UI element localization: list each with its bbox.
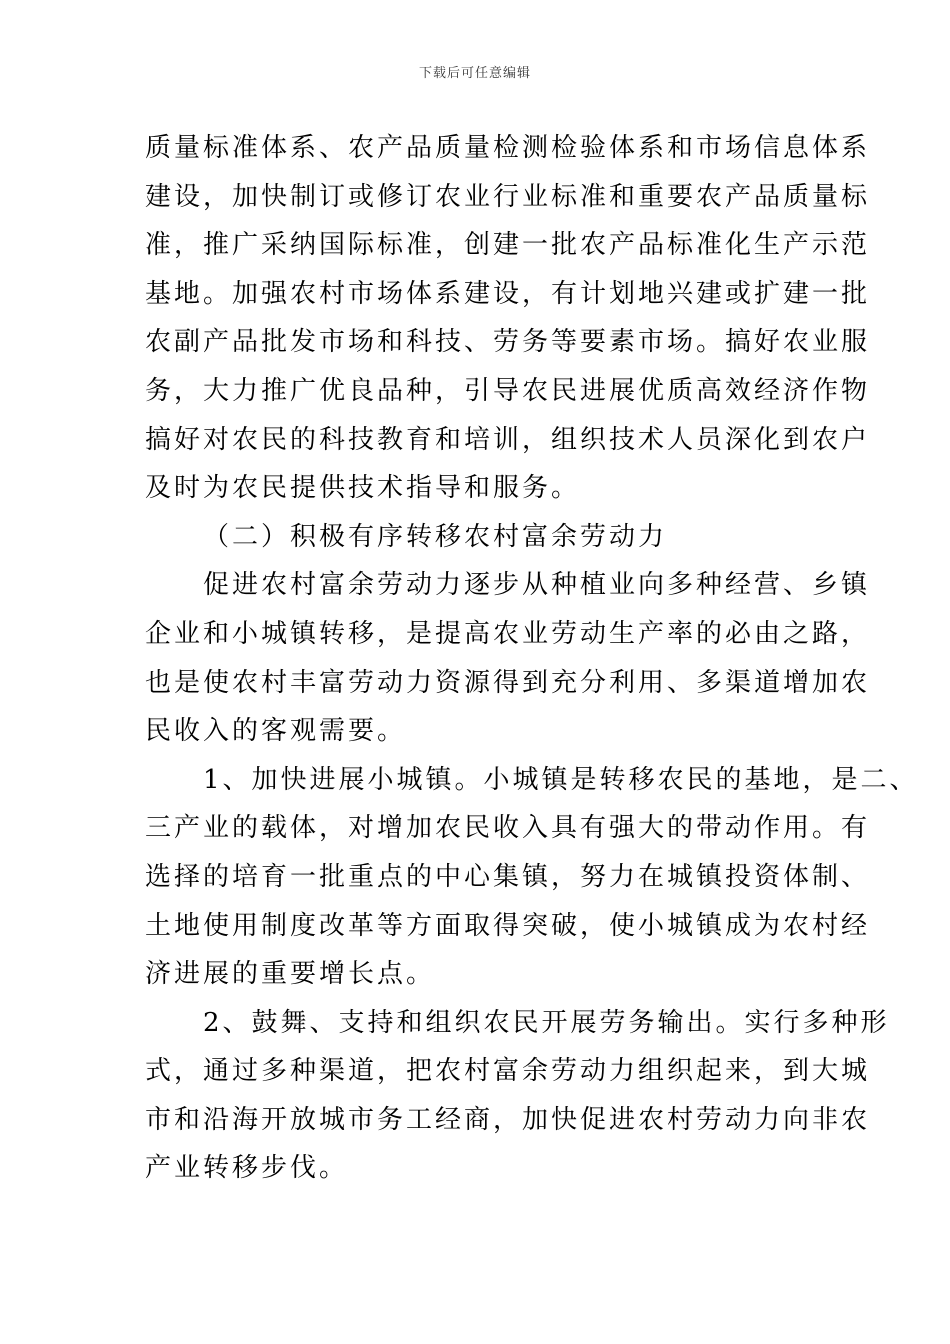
text-line: 1、加快进展小城镇。小城镇是转移农民的基地，是二、 (203, 764, 919, 795)
text-line: 准，推广采纳国际标准，创建一批农产品标准化生产示范 (145, 230, 871, 261)
section-heading: （二）积极有序转移农村富余劳动力 (203, 521, 668, 552)
text-line: 产业转移步伐。 (145, 1153, 349, 1184)
text-line: 济进展的重要增长点。 (145, 959, 436, 990)
document-body (145, 124, 919, 1193)
text-line: 市和沿海开放城市务工经商，加快促进农村劳动力向非农 (145, 1104, 871, 1135)
text-line: 2、鼓舞、支持和组织农民开展劳务输出。实行多种形 (203, 1007, 890, 1038)
text-line: 企业和小城镇转移，是提高农业劳动生产率的必由之路， (145, 618, 871, 649)
text-line: 民收入的客观需要。 (145, 716, 407, 747)
text-line: 促进农村富余劳动力逐步从种植业向多种经营、乡镇 (203, 570, 871, 601)
text-line: 搞好对农民的科技教育和培训，组织技术人员深化到农户 (145, 424, 871, 455)
text-line: 土地使用制度改革等方面取得突破，使小城镇成为农村经 (145, 910, 871, 941)
text-line: 式，通过多种渠道，把农村富余劳动力组织起来，到大城 (145, 1056, 871, 1087)
text-line: 建设，加快制订或修订农业行业标准和重要农产品质量标 (145, 181, 871, 212)
text-line: 农副产品批发市场和科技、劳务等要素市场。搞好农业服 (145, 327, 871, 358)
text-line: 选择的培育一批重点的中心集镇，努力在城镇投资体制、 (145, 861, 871, 892)
text-line: 务，大力推广优良品种，引导农民进展优质高效经济作物 (145, 375, 871, 406)
page-header-note: 下载后可任意编辑 (418, 66, 531, 81)
text-line: 三产业的载体，对增加农民收入具有强大的带动作用。有 (145, 813, 871, 844)
text-line: 也是使农村丰富劳动力资源得到充分利用、多渠道增加农 (145, 667, 871, 698)
text-line: 质量标准体系、农产品质量检测检验体系和市场信息体系 (145, 133, 871, 163)
text-line: 及时为农民提供技术指导和服务。 (145, 473, 581, 504)
text-line: 基地。加强农村市场体系建设，有计划地兴建或扩建一批 (145, 278, 871, 309)
